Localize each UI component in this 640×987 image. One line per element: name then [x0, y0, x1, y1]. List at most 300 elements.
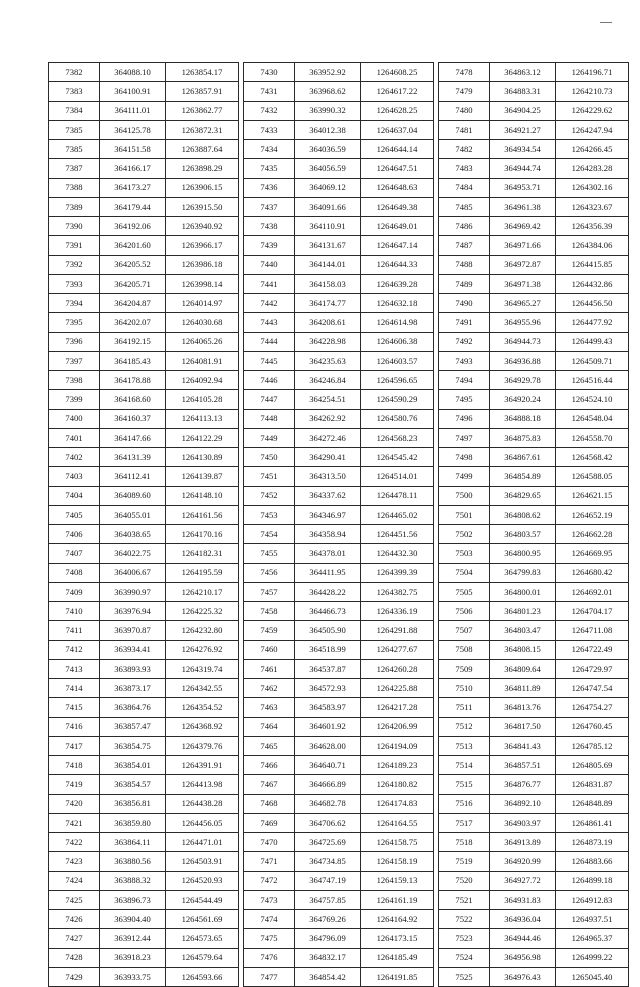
x-coordinate-cell: 364466.73 [295, 602, 361, 621]
y-coordinate-cell: 1264451.56 [361, 525, 434, 544]
point-number-cell: 7523 [439, 929, 490, 948]
y-coordinate-cell: 1264873.19 [556, 833, 629, 852]
y-coordinate-cell: 1264164.92 [361, 910, 434, 929]
point-number-cell: 7419 [49, 775, 100, 794]
table-row [244, 544, 434, 563]
y-coordinate-cell: 1264319.74 [166, 659, 239, 678]
table-row [49, 948, 239, 967]
y-coordinate-cell: 1264217.28 [361, 698, 434, 717]
x-coordinate-cell: 364022.75 [100, 544, 166, 563]
y-coordinate-cell: 1264680.42 [556, 563, 629, 582]
y-coordinate-cell: 1263915.50 [166, 197, 239, 216]
point-number-cell: 7457 [244, 582, 295, 601]
point-number-cell: 7436 [244, 178, 295, 197]
table-row [439, 871, 629, 890]
table-row [439, 525, 629, 544]
point-number-cell: 7391 [49, 236, 100, 255]
point-number-cell: 7412 [49, 640, 100, 659]
point-number-cell: 7500 [439, 486, 490, 505]
point-number-cell: 7451 [244, 467, 295, 486]
table-row [244, 852, 434, 871]
y-coordinate-cell: 1264232.80 [166, 621, 239, 640]
table-row [49, 679, 239, 698]
x-coordinate-cell: 364953.71 [490, 178, 556, 197]
x-coordinate-cell: 363968.62 [295, 82, 361, 101]
x-coordinate-cell: 364201.60 [100, 236, 166, 255]
x-coordinate-cell: 364813.76 [490, 698, 556, 717]
table-row [49, 852, 239, 871]
point-number-cell: 7452 [244, 486, 295, 505]
point-number-cell: 7439 [244, 236, 295, 255]
point-number-cell: 7417 [49, 736, 100, 755]
x-coordinate-cell: 364583.97 [295, 698, 361, 717]
point-number-cell: 7475 [244, 929, 295, 948]
table-row [244, 563, 434, 582]
y-coordinate-cell: 1264514.01 [361, 467, 434, 486]
table-row [49, 717, 239, 736]
y-coordinate-cell: 1264465.02 [361, 505, 434, 524]
x-coordinate-cell: 364961.38 [490, 197, 556, 216]
table-row [439, 910, 629, 929]
point-number-cell: 7450 [244, 448, 295, 467]
y-coordinate-cell: 1264999.22 [556, 948, 629, 967]
table-row [49, 871, 239, 890]
point-number-cell: 7478 [439, 63, 490, 82]
x-coordinate-cell: 364246.84 [295, 371, 361, 390]
y-coordinate-cell: 1264185.49 [361, 948, 434, 967]
coordinate-table-3 [438, 62, 629, 987]
y-coordinate-cell: 1264912.83 [556, 890, 629, 909]
x-coordinate-cell: 363976.94 [100, 602, 166, 621]
x-coordinate-cell: 363904.40 [100, 910, 166, 929]
x-coordinate-cell: 364913.89 [490, 833, 556, 852]
x-coordinate-cell: 364808.62 [490, 505, 556, 524]
point-number-cell: 7525 [439, 967, 490, 986]
y-coordinate-cell: 1264617.22 [361, 82, 434, 101]
point-number-cell: 7489 [439, 274, 490, 293]
y-coordinate-cell: 1263966.17 [166, 236, 239, 255]
table-row [49, 967, 239, 986]
table-row [439, 505, 629, 524]
table-row [439, 371, 629, 390]
table-row [439, 813, 629, 832]
table-row [49, 833, 239, 852]
point-number-cell: 7392 [49, 255, 100, 274]
table-row [439, 120, 629, 139]
x-coordinate-cell: 364976.43 [490, 967, 556, 986]
y-coordinate-cell: 1264831.87 [556, 775, 629, 794]
point-number-cell: 7517 [439, 813, 490, 832]
point-number-cell: 7506 [439, 602, 490, 621]
x-coordinate-cell: 364518.99 [295, 640, 361, 659]
table-row [439, 698, 629, 717]
table-row [244, 775, 434, 794]
x-coordinate-cell: 364888.18 [490, 409, 556, 428]
point-number-cell: 7476 [244, 948, 295, 967]
y-coordinate-cell: 1264669.95 [556, 544, 629, 563]
table-row [244, 217, 434, 236]
point-number-cell: 7426 [49, 910, 100, 929]
x-coordinate-cell: 364800.95 [490, 544, 556, 563]
table-row [244, 659, 434, 678]
y-coordinate-cell: 1264105.28 [166, 390, 239, 409]
y-coordinate-cell: 1264848.89 [556, 794, 629, 813]
y-coordinate-cell: 1264596.65 [361, 371, 434, 390]
table-row [244, 813, 434, 832]
point-number-cell: 7519 [439, 852, 490, 871]
table-row [49, 351, 239, 370]
x-coordinate-cell: 364829.65 [490, 486, 556, 505]
coordinate-table-2 [243, 62, 434, 987]
x-coordinate-cell: 364892.10 [490, 794, 556, 813]
table-row [244, 679, 434, 698]
table-row [244, 929, 434, 948]
point-number-cell: 7415 [49, 698, 100, 717]
x-coordinate-cell: 364811.89 [490, 679, 556, 698]
y-coordinate-cell: 1264883.66 [556, 852, 629, 871]
table-row [439, 659, 629, 678]
y-coordinate-cell: 1264170.16 [166, 525, 239, 544]
point-number-cell: 7473 [244, 890, 295, 909]
y-coordinate-cell: 1264384.06 [556, 236, 629, 255]
point-number-cell: 7394 [49, 294, 100, 313]
x-coordinate-cell: 363970.87 [100, 621, 166, 640]
x-coordinate-cell: 364151.58 [100, 140, 166, 159]
x-coordinate-cell: 364971.38 [490, 274, 556, 293]
point-number-cell: 7492 [439, 332, 490, 351]
table-row [439, 63, 629, 82]
x-coordinate-cell: 364428.22 [295, 582, 361, 601]
table-row [439, 679, 629, 698]
x-coordinate-cell: 364757.85 [295, 890, 361, 909]
x-coordinate-cell: 363856.81 [100, 794, 166, 813]
x-coordinate-cell: 364038.65 [100, 525, 166, 544]
point-number-cell: 7490 [439, 294, 490, 313]
y-coordinate-cell: 1264113.13 [166, 409, 239, 428]
table-row [244, 794, 434, 813]
x-coordinate-cell: 364682.78 [295, 794, 361, 813]
x-coordinate-cell: 364192.15 [100, 332, 166, 351]
point-number-cell: 7494 [439, 371, 490, 390]
table-row [439, 351, 629, 370]
x-coordinate-cell: 364144.01 [295, 255, 361, 274]
x-coordinate-cell: 364158.03 [295, 274, 361, 293]
point-number-cell: 7505 [439, 582, 490, 601]
table-row [244, 351, 434, 370]
x-coordinate-cell: 364903.97 [490, 813, 556, 832]
table-row [244, 621, 434, 640]
y-coordinate-cell: 1264413.98 [166, 775, 239, 794]
y-coordinate-cell: 1264130.89 [166, 448, 239, 467]
y-coordinate-cell: 1264368.92 [166, 717, 239, 736]
y-coordinate-cell: 1264291.88 [361, 621, 434, 640]
point-number-cell: 7397 [49, 351, 100, 370]
point-number-cell: 7396 [49, 332, 100, 351]
point-number-cell: 7430 [244, 63, 295, 82]
point-number-cell: 7416 [49, 717, 100, 736]
point-number-cell: 7421 [49, 813, 100, 832]
table-row [244, 736, 434, 755]
x-coordinate-cell: 363859.80 [100, 813, 166, 832]
y-coordinate-cell: 1264573.65 [166, 929, 239, 948]
table-row [49, 82, 239, 101]
point-number-cell: 7383 [49, 82, 100, 101]
point-number-cell: 7497 [439, 428, 490, 447]
x-coordinate-cell: 364931.83 [490, 890, 556, 909]
point-number-cell: 7388 [49, 178, 100, 197]
point-number-cell: 7471 [244, 852, 295, 871]
x-coordinate-cell: 364228.98 [295, 332, 361, 351]
y-coordinate-cell: 1263857.91 [166, 82, 239, 101]
y-coordinate-cell: 1264158.19 [361, 852, 434, 871]
table-row [244, 313, 434, 332]
y-coordinate-cell: 1264711.08 [556, 621, 629, 640]
point-number-cell: 7437 [244, 197, 295, 216]
x-coordinate-cell: 364505.90 [295, 621, 361, 640]
point-number-cell: 7482 [439, 140, 490, 159]
x-coordinate-cell: 363896.73 [100, 890, 166, 909]
table-row [244, 717, 434, 736]
point-number-cell: 7398 [49, 371, 100, 390]
table-row [439, 236, 629, 255]
table-row [439, 717, 629, 736]
point-number-cell: 7460 [244, 640, 295, 659]
y-coordinate-cell: 1264937.51 [556, 910, 629, 929]
point-number-cell: 7428 [49, 948, 100, 967]
point-number-cell: 7516 [439, 794, 490, 813]
table-row [244, 159, 434, 178]
point-number-cell: 7446 [244, 371, 295, 390]
point-number-cell: 7409 [49, 582, 100, 601]
y-coordinate-cell: 1264647.51 [361, 159, 434, 178]
table-row [439, 448, 629, 467]
x-coordinate-cell: 364160.37 [100, 409, 166, 428]
y-coordinate-cell: 1264081.91 [166, 351, 239, 370]
table-row [49, 197, 239, 216]
y-coordinate-cell: 1264608.25 [361, 63, 434, 82]
x-coordinate-cell: 364089.60 [100, 486, 166, 505]
table-row [439, 197, 629, 216]
table-row [439, 101, 629, 120]
table-row [244, 82, 434, 101]
point-number-cell: 7518 [439, 833, 490, 852]
point-number-cell: 7413 [49, 659, 100, 678]
y-coordinate-cell: 1264662.28 [556, 525, 629, 544]
point-number-cell: 7521 [439, 890, 490, 909]
y-coordinate-cell: 1264342.55 [166, 679, 239, 698]
table-row [49, 775, 239, 794]
y-coordinate-cell: 1264544.49 [166, 890, 239, 909]
y-coordinate-cell: 1265045.40 [556, 967, 629, 986]
y-coordinate-cell: 1264195.59 [166, 563, 239, 582]
table-row [439, 486, 629, 505]
y-coordinate-cell: 1264277.67 [361, 640, 434, 659]
y-coordinate-cell: 1264336.19 [361, 602, 434, 621]
point-number-cell: 7458 [244, 602, 295, 621]
table-row [244, 332, 434, 351]
table-row [49, 525, 239, 544]
table-row [49, 428, 239, 447]
point-number-cell: 7499 [439, 467, 490, 486]
y-coordinate-cell: 1264173.15 [361, 929, 434, 948]
point-number-cell: 7382 [49, 63, 100, 82]
point-number-cell: 7522 [439, 910, 490, 929]
y-coordinate-cell: 1264722.49 [556, 640, 629, 659]
y-coordinate-cell: 1264729.97 [556, 659, 629, 678]
table-row [244, 602, 434, 621]
table-row [244, 197, 434, 216]
x-coordinate-cell: 364036.59 [295, 140, 361, 159]
point-number-cell: 7427 [49, 929, 100, 948]
point-number-cell: 7509 [439, 659, 490, 678]
point-number-cell: 7479 [439, 82, 490, 101]
point-number-cell: 7434 [244, 140, 295, 159]
table-row [244, 178, 434, 197]
table-row [439, 140, 629, 159]
point-number-cell: 7420 [49, 794, 100, 813]
y-coordinate-cell: 1264590.29 [361, 390, 434, 409]
x-coordinate-cell: 364088.10 [100, 63, 166, 82]
y-coordinate-cell: 1264805.69 [556, 756, 629, 775]
x-coordinate-cell: 363933.75 [100, 967, 166, 986]
y-coordinate-cell: 1264579.64 [166, 948, 239, 967]
table-row [49, 563, 239, 582]
table-row [49, 274, 239, 293]
y-coordinate-cell: 1264545.42 [361, 448, 434, 467]
point-number-cell: 7461 [244, 659, 295, 678]
corner-mark [600, 22, 612, 23]
x-coordinate-cell: 364800.01 [490, 582, 556, 601]
x-coordinate-cell: 364769.26 [295, 910, 361, 929]
table-row [49, 178, 239, 197]
y-coordinate-cell: 1264065.26 [166, 332, 239, 351]
x-coordinate-cell: 364173.27 [100, 178, 166, 197]
point-number-cell: 7385 [49, 120, 100, 139]
x-coordinate-cell: 364857.51 [490, 756, 556, 775]
x-coordinate-cell: 364706.62 [295, 813, 361, 832]
x-coordinate-cell: 364205.71 [100, 274, 166, 293]
y-coordinate-cell: 1264164.55 [361, 813, 434, 832]
y-coordinate-cell: 1264092.94 [166, 371, 239, 390]
y-coordinate-cell: 1264478.11 [361, 486, 434, 505]
point-number-cell: 7488 [439, 255, 490, 274]
table-row [49, 467, 239, 486]
table-row [244, 274, 434, 293]
x-coordinate-cell: 364378.01 [295, 544, 361, 563]
y-coordinate-cell: 1264632.18 [361, 294, 434, 313]
y-coordinate-cell: 1264283.28 [556, 159, 629, 178]
point-number-cell: 7422 [49, 833, 100, 852]
point-number-cell: 7512 [439, 717, 490, 736]
y-coordinate-cell: 1263998.14 [166, 274, 239, 293]
y-coordinate-cell: 1264639.28 [361, 274, 434, 293]
x-coordinate-cell: 363912.44 [100, 929, 166, 948]
x-coordinate-cell: 364055.01 [100, 505, 166, 524]
y-coordinate-cell: 1264194.09 [361, 736, 434, 755]
point-number-cell: 7400 [49, 409, 100, 428]
point-number-cell: 7389 [49, 197, 100, 216]
point-number-cell: 7472 [244, 871, 295, 890]
y-coordinate-cell: 1264206.99 [361, 717, 434, 736]
point-number-cell: 7384 [49, 101, 100, 120]
x-coordinate-cell: 364875.83 [490, 428, 556, 447]
table-row [244, 236, 434, 255]
table-row [49, 236, 239, 255]
y-coordinate-cell: 1264548.04 [556, 409, 629, 428]
table-row [244, 967, 434, 986]
point-number-cell: 7449 [244, 428, 295, 447]
table-row [244, 294, 434, 313]
point-number-cell: 7406 [49, 525, 100, 544]
point-number-cell: 7399 [49, 390, 100, 409]
point-number-cell: 7467 [244, 775, 295, 794]
x-coordinate-cell: 364537.87 [295, 659, 361, 678]
table-row [49, 659, 239, 678]
table-row [439, 255, 629, 274]
table-row [244, 698, 434, 717]
y-coordinate-cell: 1264754.27 [556, 698, 629, 717]
table-row [49, 505, 239, 524]
table-row [439, 967, 629, 986]
x-coordinate-cell: 363854.57 [100, 775, 166, 794]
y-coordinate-cell: 1264644.33 [361, 255, 434, 274]
point-number-cell: 7456 [244, 563, 295, 582]
y-coordinate-cell: 1264477.92 [556, 313, 629, 332]
table-row [244, 428, 434, 447]
y-coordinate-cell: 1264503.91 [166, 852, 239, 871]
x-coordinate-cell: 364202.07 [100, 313, 166, 332]
table-row [439, 390, 629, 409]
y-coordinate-cell: 1264014.97 [166, 294, 239, 313]
x-coordinate-cell: 364725.69 [295, 833, 361, 852]
y-coordinate-cell: 1264438.28 [166, 794, 239, 813]
point-number-cell: 7424 [49, 871, 100, 890]
y-coordinate-cell: 1264558.70 [556, 428, 629, 447]
x-coordinate-cell: 364166.17 [100, 159, 166, 178]
x-coordinate-cell: 363854.75 [100, 736, 166, 755]
x-coordinate-cell: 364174.77 [295, 294, 361, 313]
y-coordinate-cell: 1264229.62 [556, 101, 629, 120]
point-number-cell: 7477 [244, 967, 295, 986]
point-number-cell: 7463 [244, 698, 295, 717]
table-row [439, 409, 629, 428]
y-coordinate-cell: 1264148.10 [166, 486, 239, 505]
table-row [49, 640, 239, 659]
y-coordinate-cell: 1264247.94 [556, 120, 629, 139]
point-number-cell: 7495 [439, 390, 490, 409]
point-number-cell: 7442 [244, 294, 295, 313]
x-coordinate-cell: 364168.60 [100, 390, 166, 409]
y-coordinate-cell: 1263898.29 [166, 159, 239, 178]
table-row [244, 871, 434, 890]
point-number-cell: 7513 [439, 736, 490, 755]
x-coordinate-cell: 364929.78 [490, 371, 556, 390]
table-row [439, 82, 629, 101]
table-row [244, 467, 434, 486]
x-coordinate-cell: 364125.78 [100, 120, 166, 139]
table-row [244, 448, 434, 467]
x-coordinate-cell: 363857.47 [100, 717, 166, 736]
y-coordinate-cell: 1264785.12 [556, 736, 629, 755]
x-coordinate-cell: 364936.04 [490, 910, 556, 929]
point-number-cell: 7454 [244, 525, 295, 544]
point-number-cell: 7469 [244, 813, 295, 832]
x-coordinate-cell: 364192.06 [100, 217, 166, 236]
y-coordinate-cell: 1264189.23 [361, 756, 434, 775]
point-number-cell: 7395 [49, 313, 100, 332]
point-number-cell: 7501 [439, 505, 490, 524]
x-coordinate-cell: 364204.87 [100, 294, 166, 313]
